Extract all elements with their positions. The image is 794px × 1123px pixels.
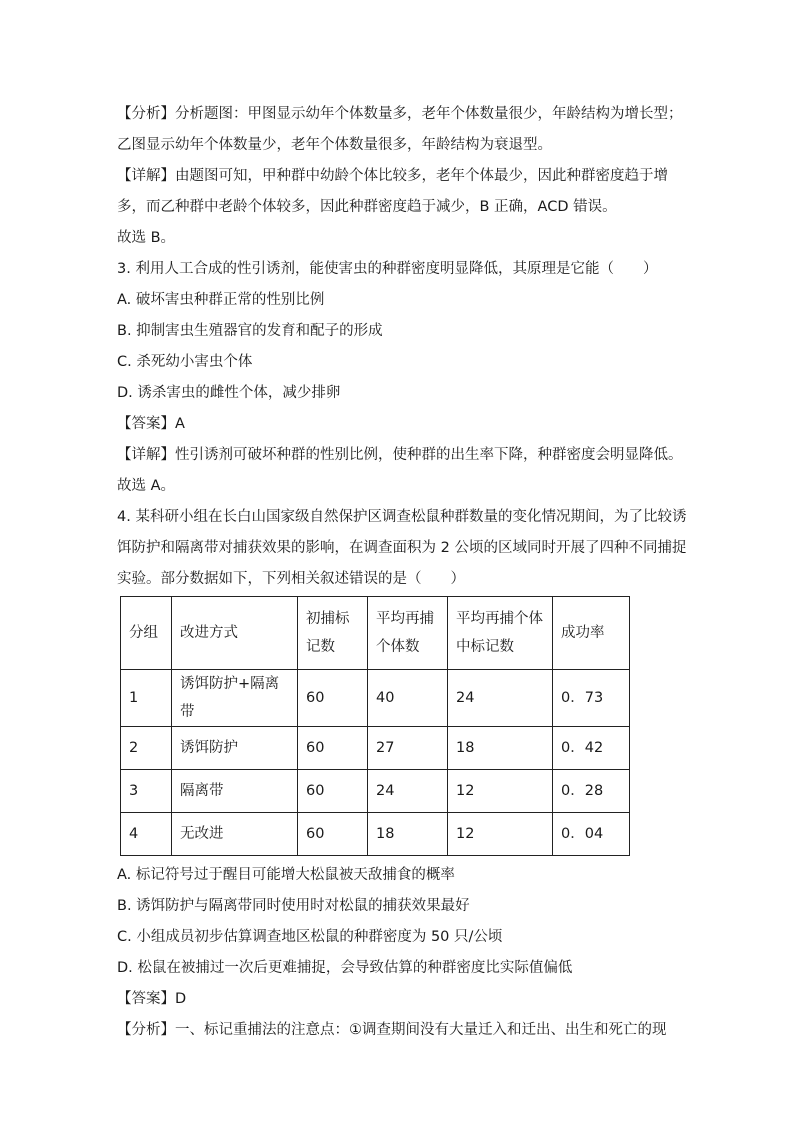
question-4-option-b: B. 诱饵防护与隔离带同时使用时对松鼠的捕获效果最好 [117, 898, 470, 914]
table-cell: 27 [368, 727, 448, 770]
analysis-paragraph-1: 【分析】分析题图：甲图显示幼年个体数量多，老年个体数量很少，年龄结构为增长型； [117, 106, 683, 122]
header-recaptured: 平均再捕 个体数 [368, 597, 448, 670]
table-cell: 24 [448, 670, 553, 727]
header-recaptured-marked: 平均再捕个体 中标记数 [448, 597, 553, 670]
document-page [117, 99, 687, 1046]
question-4-option-d: D. 松鼠在被捕过一次后更难捕捉，会导致估算的种群密度比实际值偏低 [117, 960, 573, 976]
table-cell: 24 [368, 770, 448, 813]
table-row [121, 727, 630, 770]
table-cell: 0．28 [553, 770, 630, 813]
table-cell: 40 [368, 670, 448, 727]
table-cell: 60 [298, 727, 368, 770]
header-group: 分组 [121, 597, 172, 670]
table-row [121, 670, 630, 727]
detail-paragraph-1: 【详解】由题图可知，甲种群中幼龄个体比较多，老年个体最少，因此种群密度趋于增 [117, 168, 668, 184]
question-4-stem-line-1: 4. 某科研小组在长白山国家级自然保护区调查松鼠种群数量的变化情况期间，为了比较诱 [117, 509, 687, 525]
question-3-detail: 【详解】性引诱剂可破坏种群的性别比例，使种群的出生率下降，种群密度会明显降低。 [117, 447, 683, 463]
table-cell: 3 [121, 770, 172, 813]
table-cell: 4 [121, 813, 172, 856]
question-3-option-d: D. 诱杀害虫的雌性个体，减少排卵 [117, 385, 341, 401]
table-row [121, 770, 630, 813]
header-initial-marked: 初捕标 记数 [298, 597, 368, 670]
table-cell: 60 [298, 813, 368, 856]
question-3-option-b: B. 抑制害虫生殖器官的发育和配子的形成 [117, 323, 383, 339]
question-4-option-c: C. 小组成员初步估算调查地区松鼠的种群密度为 50 只/公顷 [117, 929, 503, 945]
question-3-stem: 3. 利用人工合成的性引诱剂，能使害虫的种群密度明显降低，其原理是它能（ ） [117, 261, 658, 277]
table-cell: 0．04 [553, 813, 630, 856]
question-3-option-a: A. 破坏害虫种群正常的性别比例 [117, 292, 325, 308]
table-cell: 12 [448, 770, 553, 813]
table-cell: 18 [448, 727, 553, 770]
table-cell: 无改进 [172, 813, 298, 856]
header-method: 改进方式 [172, 597, 298, 670]
table-cell: 隔离带 [172, 770, 298, 813]
table-cell: 60 [298, 670, 368, 727]
table-cell: 诱饵防护 [172, 727, 298, 770]
table-cell: 60 [298, 770, 368, 813]
table-cell: 诱饵防护+隔离带 [172, 670, 298, 727]
question-4-option-a: A. 标记符号过于醒目可能增大松鼠被天敌捕食的概率 [117, 867, 455, 883]
detail-paragraph-2: 多，而乙种群中老龄个体较多，因此种群密度趋于减少，B 正确，ACD 错误。 [117, 199, 617, 215]
question-3-option-c: C. 杀死幼小害虫个体 [117, 354, 253, 370]
choose-b-line: 故选 B。 [117, 230, 176, 246]
table-cell: 0．73 [553, 670, 630, 727]
question-3-choose: 故选 A。 [117, 478, 176, 494]
table-cell: 0．42 [553, 727, 630, 770]
table-cell: 2 [121, 727, 172, 770]
table-cell: 18 [368, 813, 448, 856]
question-4-analysis: 【分析】一、标记重捕法的注意点：①调查期间没有大量迁入和迁出、出生和死亡的现 [117, 1022, 667, 1038]
capture-data-table [120, 596, 630, 856]
table-row [121, 813, 630, 856]
question-4-stem-line-2: 饵防护和隔离带对捕获效果的影响，在调查面积为 2 公顷的区域同时开展了四种不同捕捉 [117, 540, 687, 556]
table-cell: 12 [448, 813, 553, 856]
table-header-row [121, 597, 630, 670]
header-success-rate: 成功率 [553, 597, 630, 670]
analysis-paragraph-2: 乙图显示幼年个体数量少，老年个体数量很多，年龄结构为衰退型。 [117, 137, 552, 153]
question-4-answer: 【答案】D [117, 991, 187, 1007]
table-cell: 1 [121, 670, 172, 727]
question-3-answer: 【答案】A [117, 416, 185, 432]
question-4-stem-line-3: 实验。部分数据如下，下列相关叙述错误的是（ ） [117, 571, 465, 587]
